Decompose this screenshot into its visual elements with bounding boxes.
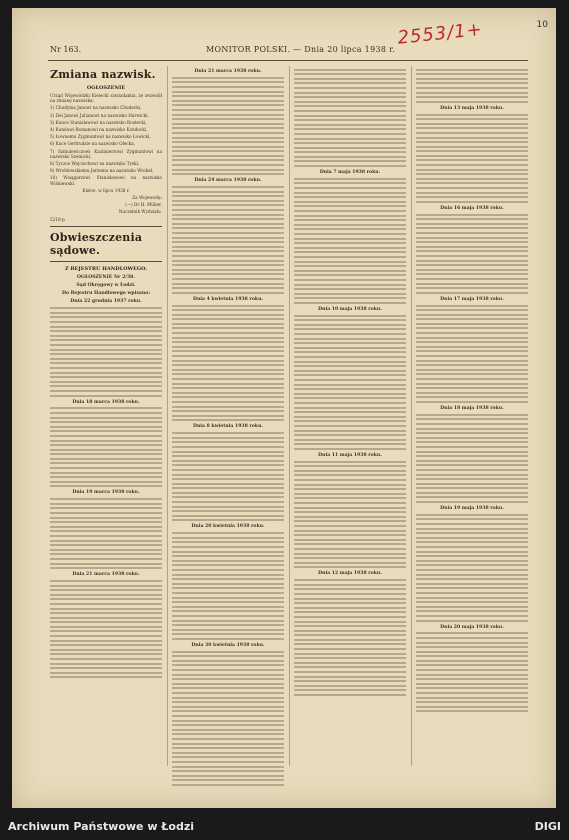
- name-change-item: 1) Chudyma Janowi na nazwisko Chudecki,: [50, 105, 142, 111]
- entry-date: Dnia 21 marca 1938 roku.: [72, 572, 140, 578]
- archive-name: Archiwum Państwowe w Łodzi: [8, 819, 195, 833]
- publication-date: — Dnia 20 lipca 1938 r.: [293, 44, 396, 54]
- archive-footer: [0, 812, 569, 840]
- entry-date: Dnia 19 maja 1938 roku.: [440, 506, 504, 512]
- text-block: [416, 632, 528, 712]
- column-3: [294, 66, 406, 699]
- court-name: Sąd Okręgowy w Łodzi.: [76, 283, 136, 289]
- text-block: [416, 414, 528, 503]
- reference-number: 5210-p: [50, 216, 65, 222]
- issue-number: Nr 163.: [50, 44, 82, 54]
- entry-date: Dnia 17 maja 1938 roku.: [440, 296, 504, 302]
- announcement-heading: OGŁOSZENIE: [86, 85, 126, 91]
- column-divider: [167, 66, 168, 766]
- name-change-item: 5) Łownemu Zygmuntowi na nazwisko Łowicki,: [50, 134, 151, 140]
- name-change-item: 10) Wsiągarzowi Stanisławowi na nazwisko Wiśniewski.: [50, 175, 162, 186]
- entry-date: Dnia 30 kwietnia 1938 roku.: [191, 642, 265, 648]
- announcement-intro: Urząd Wojewódzki Kielecki zawiadamia, że zezwolił na zmianę nazwiska:: [50, 93, 162, 104]
- text-block: [416, 214, 528, 294]
- name-change-item: 7) Szmulewiczowi Kazimierzowi Zygmuntowi na nazwisko Szemicki,: [50, 148, 162, 159]
- entry-date: Dnia 4 kwietnia 1938 roku.: [192, 296, 264, 302]
- header-title: [81, 45, 520, 54]
- text-block: [172, 532, 284, 640]
- entry-date: Dnia 22 grudnia 1937 roku.: [70, 299, 142, 305]
- entry-date: Dnia 11 maja 1938 roku.: [318, 452, 382, 458]
- text-block: [50, 580, 162, 678]
- archive-logo: DIGI: [534, 819, 561, 833]
- section-title-court-notices: Obwieszczenia sądowe.: [50, 230, 143, 257]
- name-change-item: 8) Tyczce Wojciechowi na nazwisko Tyski,: [50, 161, 140, 167]
- text-block: [416, 305, 528, 403]
- entry-date: Dnia 18 maja 1938 roku.: [440, 405, 504, 411]
- signature-line: Za Wojewodę:: [132, 195, 162, 201]
- entry-date: Dnia 19 marca 1938 roku.: [72, 490, 140, 496]
- entry-date: Dnia 21 marca 1938 roku.: [194, 69, 262, 74]
- newspaper-page: [12, 8, 556, 808]
- publication-title: MONITOR POLSKI.: [206, 44, 291, 54]
- registry-dept: Do Rejestru Handlowego wpisano:: [61, 291, 151, 297]
- column-divider: [411, 66, 412, 766]
- registry-subtitle: OGŁOSZENIE Nr 2/38.: [77, 274, 135, 280]
- entry-date: Dnia 20 maja 1938 roku.: [440, 624, 504, 630]
- page-header: [50, 42, 520, 56]
- name-change-item: 6) Kuce Gertrudzie na nazwisko Olecka,: [50, 141, 136, 147]
- text-block: [50, 407, 162, 487]
- text-block: [50, 307, 162, 396]
- text-block: [416, 514, 528, 622]
- text-block: [172, 651, 284, 786]
- column-divider: [289, 66, 290, 766]
- text-block: [172, 77, 284, 175]
- handwritten-note: 2553/1+: [396, 18, 484, 49]
- text-block: [416, 114, 528, 203]
- section-rule: [50, 226, 162, 227]
- entry-date: Dnia 10 maja 1938 roku.: [318, 306, 382, 312]
- signature-line: (—) Dr H. Müller,: [125, 202, 162, 208]
- column-4: [416, 66, 528, 715]
- registry-title: Z REJESTRU HANDLOWEGO.: [64, 265, 147, 272]
- entry-date: Dnia 18 marca 1938 roku.: [72, 399, 140, 405]
- entry-date: Dnia 12 maja 1938 roku.: [318, 571, 382, 577]
- name-change-item: 2) Dei Janowi Julianowi na nazwisko Harwicki,: [50, 112, 149, 118]
- name-change-item: 3) Kunce Stanisławowi na nazwisko Rostecki,: [50, 119, 147, 125]
- signature-line: Naczelnik Wydziału.: [118, 209, 162, 215]
- entry-date: Dnia 8 kwietnia 1938 roku.: [192, 424, 264, 430]
- column-2: [172, 66, 284, 789]
- section-title-name-changes: Zmiana nazwisk.: [50, 68, 156, 81]
- section-rule: [50, 261, 162, 262]
- entry-date: Dnia 24 marca 1938 roku.: [194, 178, 262, 184]
- corner-number: 10: [536, 20, 548, 30]
- column-1: [50, 66, 162, 681]
- text-block: [172, 305, 284, 422]
- text-block: [416, 69, 528, 103]
- entry-date: Dnia 16 maja 1938 roku.: [440, 205, 504, 211]
- place-date: Kielce, w lipcu 1938 r.: [82, 187, 130, 193]
- entry-date: Dnia 13 maja 1938 roku.: [440, 105, 504, 111]
- text-block: [294, 315, 406, 450]
- text-block: [50, 498, 162, 569]
- text-block: [172, 432, 284, 521]
- name-change-item: 4) Kundowi Romanowi na nazwisko Kondecki,: [50, 127, 148, 133]
- text-block: [294, 178, 406, 304]
- name-change-item: 9) Wroblewskiemu Jerzemu na nazwisko Wrobel,: [50, 168, 154, 174]
- entry-date: Dnia 7 maja 1938 roku.: [319, 170, 381, 176]
- text-block: [294, 461, 406, 569]
- header-rule: [48, 60, 528, 61]
- text-block: [294, 69, 406, 167]
- text-block: [294, 579, 406, 696]
- text-block: [172, 186, 284, 294]
- entry-date: Dnia 20 kwietnia 1938 roku.: [191, 524, 265, 530]
